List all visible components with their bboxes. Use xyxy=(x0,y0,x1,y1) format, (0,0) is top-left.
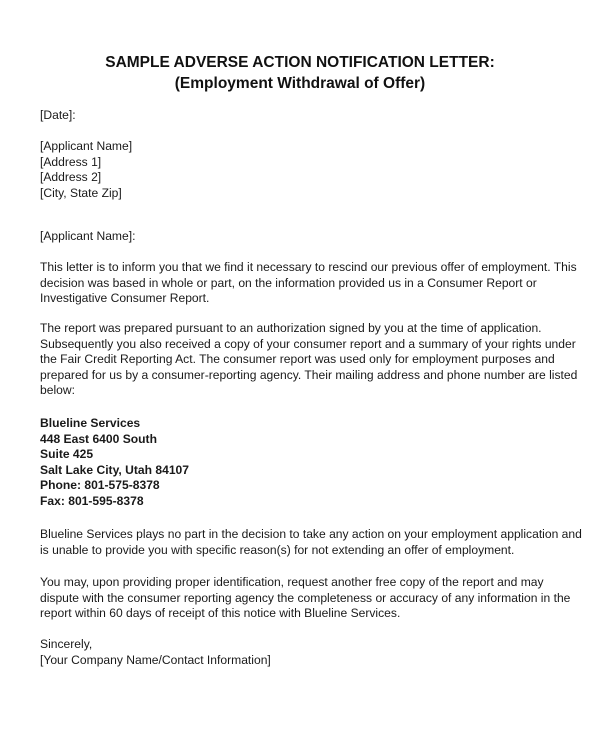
agency-fax: Fax: 801-595-8378 xyxy=(40,493,144,508)
paragraph-line: dispute with the consumer reporting agency the completeness or accuracy of any information in the xyxy=(40,590,571,605)
paragraph-line: Investigative Consumer Report. xyxy=(40,291,210,305)
paragraph-line: The report was prepared pursuant to an authorization signed by you at the time of application. xyxy=(40,321,542,335)
paragraph-line: prepared for us by a consumer-reporting agency. Their mailing address and phone number are listed xyxy=(40,367,578,382)
salutation xyxy=(40,229,585,245)
agency-name: Blueline Services xyxy=(40,416,141,430)
address-line: [Address 2] xyxy=(40,170,102,184)
closing-signature: [Your Company Name/Contact Information] xyxy=(40,652,271,667)
closing xyxy=(40,637,585,668)
paragraph-line: You may, upon providing proper identification, request another free copy of the report and may xyxy=(40,575,544,589)
paragraph-line: This letter is to inform you that we find it necessary to rescind our previous offer of employment. This xyxy=(40,260,577,274)
letter-title: SAMPLE ADVERSE ACTION NOTIFICATION LETTER: xyxy=(105,54,495,71)
recipient-address xyxy=(40,139,585,201)
paragraph-line: report within 60 days of receipt of this notice with Blueline Services. xyxy=(40,606,401,620)
paragraph-line: the Fair Credit Reporting Act. The consumer report was used only for employment purposes and xyxy=(40,352,555,366)
address-line: [City, State Zip] xyxy=(40,185,122,200)
agency-city: Salt Lake City, Utah 84107 xyxy=(40,462,189,477)
agency-street: 448 East 6400 South xyxy=(40,431,157,446)
date-line xyxy=(40,108,585,124)
paragraph-line: Subsequently you also received a copy of your consumer report and a summary of your rights under xyxy=(40,336,576,351)
salutation-text: [Applicant Name]: xyxy=(40,229,136,243)
letter-subtitle: (Employment Withdrawal of Offer) xyxy=(174,75,426,92)
paragraph-line: below: xyxy=(40,383,75,397)
agency-phone: Phone: 801-575-8378 xyxy=(40,478,160,492)
date-text: [Date]: xyxy=(40,108,76,122)
paragraph-line: Blueline Services plays no part in the decision to take any action on your employment application and xyxy=(40,527,582,541)
paragraph-line: is unable to provide you with specific reason(s) for not extending an offer of employment. xyxy=(40,542,515,557)
agency-address xyxy=(40,416,585,509)
address-line: [Address 1] xyxy=(40,154,102,169)
paragraph-report xyxy=(40,321,585,399)
closing-sincerely: Sincerely, xyxy=(40,637,93,651)
address-line: [Applicant Name] xyxy=(40,139,133,153)
paragraph-rescind xyxy=(40,260,585,307)
agency-suite: Suite 425 xyxy=(40,447,94,461)
paragraph-line: decision was based in whole or part, on the information provided us in a Consumer Report or xyxy=(40,275,537,290)
paragraph-dispute xyxy=(40,575,585,622)
paragraph-agency-role xyxy=(40,527,585,558)
